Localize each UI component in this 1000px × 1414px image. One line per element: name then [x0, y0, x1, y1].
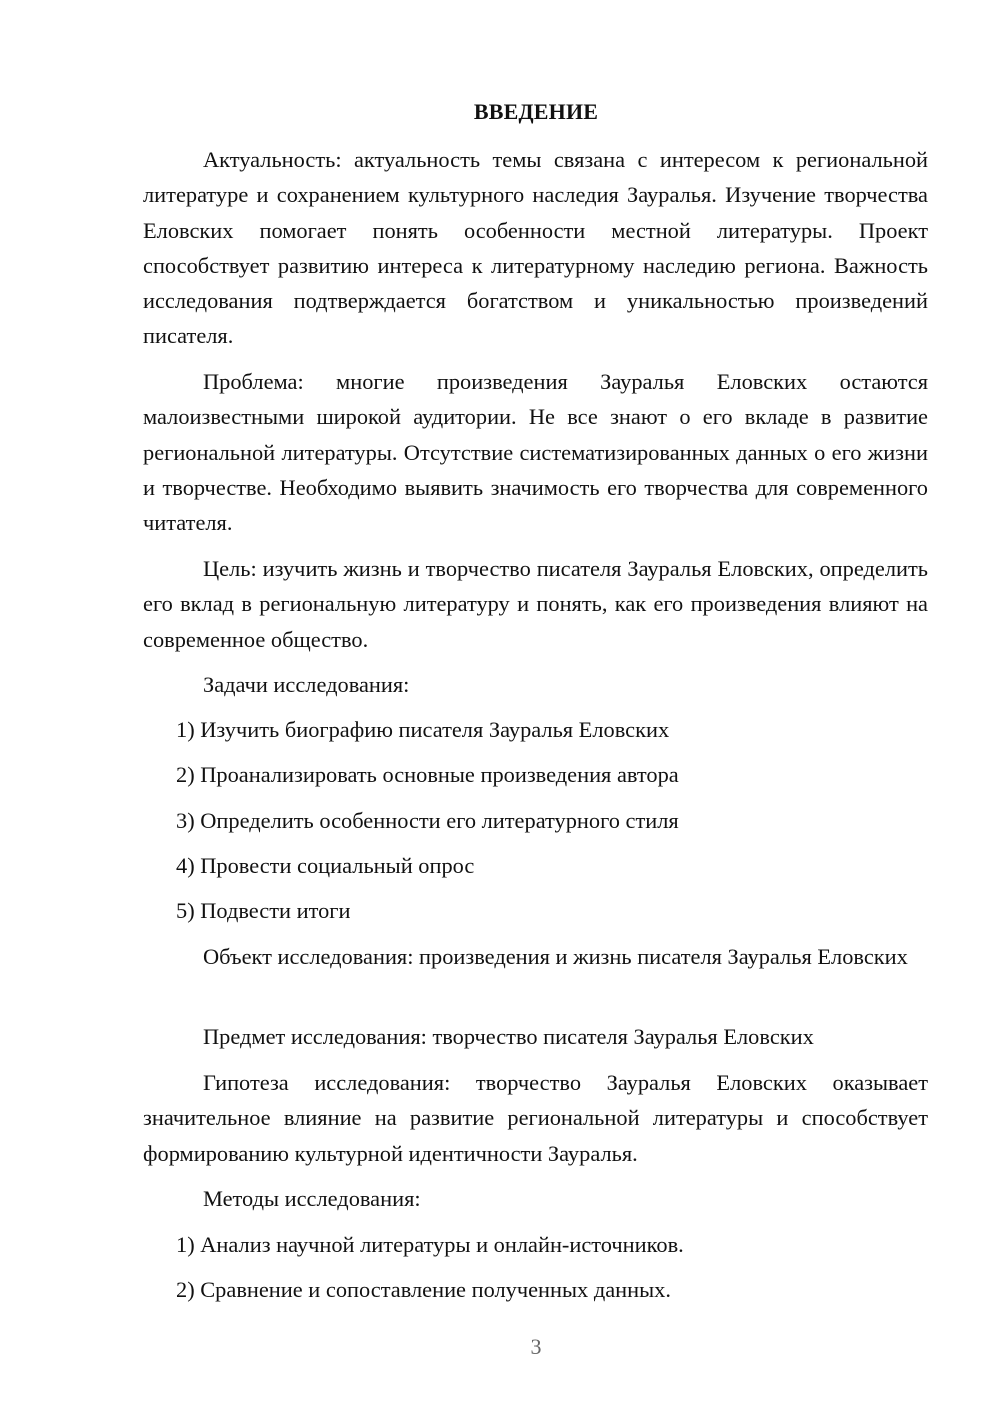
relevance-paragraph: Актуальность: актуальность темы связана с интересом к региональной литературе и сохранением культурного наследия Зауралья. Изучение творчества Еловских помогает понять особенности местной литературы. Проект способствует развитию интереса к литературному наследию региона. Важность исследования подтверждается богатством и уникальностью произведений писателя. [143, 147, 928, 349]
hypothesis-paragraph: Гипотеза исследования: творчество Зауралья Еловских оказывает значительное влияние на развитие региональной литературы и способствует формированию культурной идентичности Зауралья. [143, 1070, 928, 1166]
page-title: ВВЕДЕНИЕ [473, 99, 599, 124]
task-item-5: 5) Подвести итоги [176, 898, 351, 923]
page-number: 3 [530, 1334, 542, 1359]
method-item-2: 2) Сравнение и сопоставление полученных данных. [176, 1277, 671, 1302]
method-item-1: 1) Анализ научной литературы и онлайн-источников. [176, 1232, 684, 1257]
subject-paragraph: Предмет исследования: творчество писателя Зауралья Еловских [203, 1024, 814, 1049]
object-paragraph: Объект исследования: произведения и жизнь писателя Зауралья Еловских [203, 944, 908, 969]
task-item-1: 1) Изучить биографию писателя Зауралья Еловских [176, 717, 670, 742]
task-item-2: 2) Проанализировать основные произведения автора [176, 762, 679, 787]
tasks-title: Задачи исследования: [203, 672, 410, 697]
problem-paragraph: Проблема: многие произведения Зауралья Еловских остаются малоизвестными широкой аудитории. Не все знают о его вкладе в развитие региональной литературы. Отсутствие систематизированных данных о его жизни и творчестве. Необходимо выявить значимость его творчества для современного читателя. [143, 369, 928, 536]
task-item-3: 3) Определить особенности его литературного стиля [176, 808, 679, 833]
task-item-4: 4) Провести социальный опрос [176, 853, 475, 878]
methods-title: Методы исследования: [203, 1186, 421, 1211]
goal-paragraph: Цель: изучить жизнь и творчество писателя Зауралья Еловских, определить его вклад в региональную литературу и понять, как его произведения влияют на современное общество. [143, 556, 928, 652]
